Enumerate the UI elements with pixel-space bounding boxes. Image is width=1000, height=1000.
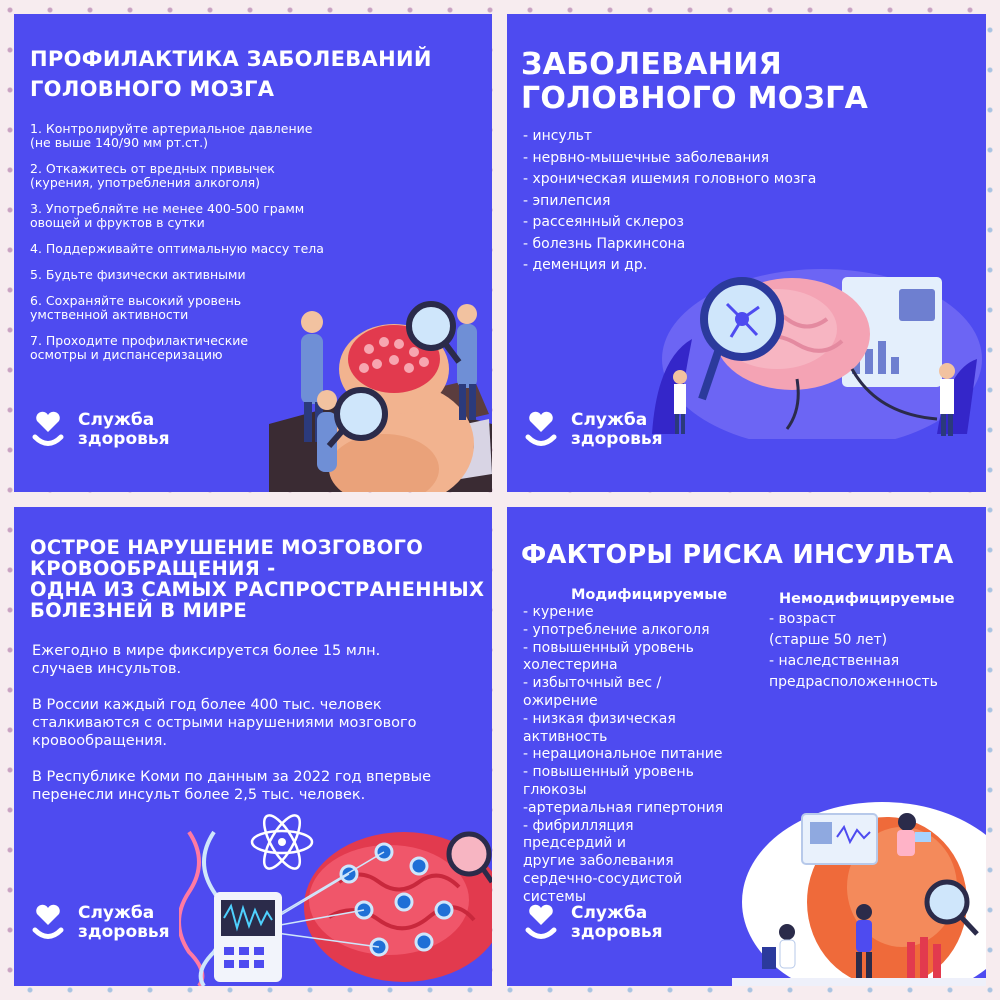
nonmodifiable-factors-column — [769, 591, 979, 693]
tip-item: 2. Откажитесь от вредных привычек (курения, употребления алкоголя) — [30, 161, 275, 190]
disease-item: - хроническая ишемия головного мозга — [523, 171, 817, 187]
panel4-title: ФАКТОРЫ РИСКА ИНСУЛЬТА — [521, 540, 954, 570]
factor-line: холестерина — [523, 657, 618, 674]
factor-line: - употребление алкоголя — [523, 621, 710, 638]
heart-smile-icon — [525, 410, 557, 450]
tip-item: 1. Контролируйте артериальное давление (не выше 140/90 мм рт.ст.) — [30, 121, 313, 150]
logo-text: Служба здоровья — [571, 903, 663, 942]
sluzhba-zdorovya-logo — [32, 903, 170, 943]
disease-item: - болезнь Паркинсона — [523, 235, 686, 252]
factor-line: системы — [523, 888, 586, 905]
stat-paragraph: В Республике Коми по данным за 2022 год впервые перенесли инсульт более 2,5 тыс. человек. — [32, 769, 432, 803]
disease-item: - деменция и др. — [523, 257, 648, 273]
factor-line: - избыточный вес / — [523, 675, 662, 692]
brain-research-illustration — [647, 249, 982, 439]
panel-stroke-statistics — [14, 507, 492, 986]
doctors-examining-brain-illustration — [259, 284, 492, 492]
modifiable-factors-list — [523, 604, 763, 907]
nonmodifiable-header: Немодифицируемые — [779, 591, 955, 607]
panel2-title: ЗАБОЛЕВАНИЯ ГОЛОВНОГО МОЗГА — [521, 47, 869, 116]
factor-line: - повышенный уровень — [523, 764, 694, 781]
nonmodifiable-factors-list — [769, 609, 979, 693]
disease-item: - нервно-мышечные заболевания — [523, 149, 770, 166]
factor-line: - курение — [523, 604, 594, 620]
factor-line: - фибрилляция — [523, 817, 634, 834]
factor-line: сердечно-сосудистой — [523, 870, 683, 887]
heart-smile-icon — [32, 903, 64, 943]
tip-item: 7. Проходите профилактические осмотры и диспансеризацию — [30, 333, 249, 362]
logo-text: Служба здоровья — [78, 410, 170, 449]
stroke-statistics-text — [32, 642, 462, 822]
disease-item: - эпилепсия — [523, 192, 611, 209]
tip-item: 5. Будьте физически активными — [30, 267, 246, 282]
factor-line: другие заболевания — [523, 853, 674, 870]
factor-line: - низкая физическая — [523, 710, 676, 727]
heart-smile-icon — [32, 410, 64, 450]
sluzhba-zdorovya-logo — [525, 903, 663, 943]
stat-paragraph: Ежегодно в мире фиксируется более 15 млн. случаев инсультов. — [32, 643, 381, 677]
disease-item: - рассеянный склероз — [523, 214, 684, 230]
panel-brain-diseases — [507, 14, 986, 492]
factor-line: - нерациональное питание — [523, 746, 723, 763]
factor-line: - повышенный уровень — [523, 639, 694, 656]
factor-line: глюкозы — [523, 781, 587, 798]
sluzhba-zdorovya-logo — [32, 410, 170, 450]
doctors-brain-research-illustration — [732, 792, 986, 986]
factor-line: -артериальная гипертония — [523, 799, 724, 816]
stat-paragraph: В России каждый год более 400 тыс. человек сталкиваются с острыми нарушениями мозгового кровообращения. — [32, 697, 417, 749]
panel1-title: ПРОФИЛАКТИКА ЗАБОЛЕВАНИЙ ГОЛОВНОГО МОЗГА — [30, 47, 432, 101]
factor-line: предсердий и — [523, 835, 626, 852]
heart-smile-icon — [525, 903, 557, 943]
tip-item: 6. Сохраняйте высокий уровень умственной активности — [30, 293, 242, 322]
factor-line: (старше 50 лет) — [769, 632, 888, 648]
brain-scan-illustration — [179, 802, 492, 986]
disease-item: - инсульт — [523, 128, 593, 144]
tip-item: 4. Поддерживайте оптимальную массу тела — [30, 241, 324, 256]
modifiable-factors-column — [523, 587, 763, 907]
factor-line: - возраст — [769, 611, 837, 627]
factor-line: - наследственная — [769, 653, 900, 669]
panel-stroke-risk-factors — [507, 507, 986, 986]
logo-text: Служба здоровья — [571, 410, 663, 449]
factor-line: предрасположенность — [769, 674, 938, 690]
logo-text: Служба здоровья — [78, 903, 170, 942]
tip-item: 3. Употребляйте не менее 400-500 грамм овощей и фруктов в сутки — [30, 201, 305, 230]
modifiable-header: Модифицируемые — [571, 587, 728, 603]
sluzhba-zdorovya-logo — [525, 410, 663, 450]
panel3-title: ОСТРОЕ НАРУШЕНИЕ МОЗГОВОГО КРОВООБРАЩЕНИЯ - ОДНА ИЗ САМЫХ РАСПРОСТРАНЕННЫХ БОЛЕЗНЕЙ В МИРЕ — [30, 536, 485, 622]
panel-brain-disease-prevention — [14, 14, 492, 492]
factor-line: ожирение — [523, 692, 598, 709]
factor-line: активность — [523, 728, 608, 745]
